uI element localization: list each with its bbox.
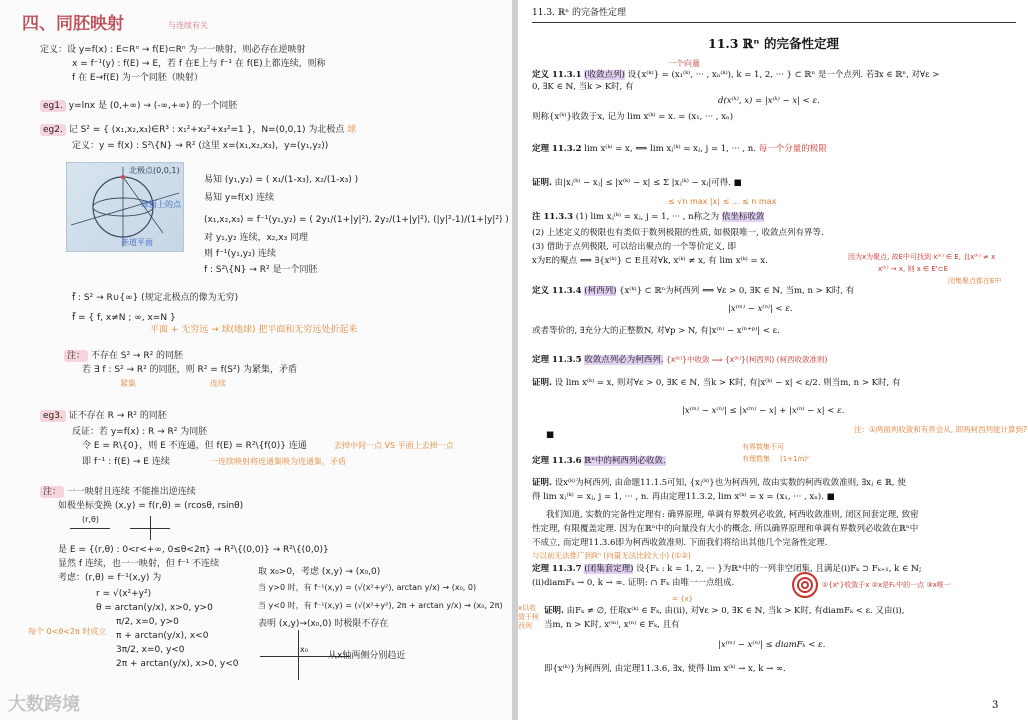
theorem-11-3-2-label: 定理 11.3.2	[532, 144, 582, 154]
proof-3-text-2: 得 lim xⱼ⁽ᵏ⁾ = xⱼ, j = 1, ··· , n. 再由定理11.3.2, lim x⁽ᵏ⁾ = x = (x₁, ··· , xₙ). ■	[532, 492, 835, 502]
textbook-page	[518, 0, 1028, 720]
note-11-3-3-side-1: 因为x为聚点, 故E中可找到 x⁽ᵏ⁾ ∈ E, 且x⁽ᵏ⁾ ≠ x	[848, 253, 996, 261]
extension-note: 平面 + 无穷远 → 球(地球) 把平面和无穷远处折起来	[150, 325, 358, 335]
note-11-3-3	[532, 212, 764, 223]
header-rule	[532, 22, 1016, 23]
page-number: 3	[992, 700, 999, 711]
proof-3-text: 设x⁽ᵏ⁾为柯西列, 由命题11.1.5可知, {xⱼ⁽ᵏ⁾}也为柯西列, 故由实数的柯西收敛准则, ∃xⱼ ∈ ℝ, 使	[554, 478, 906, 488]
note-1-label: 注：	[64, 350, 88, 362]
projection-line-3: (x₁,x₂,x₃) = f⁻¹(y₁,y₂) = ( 2y₁/(1+|y|²), 2y₂/(1+|y|²), (|y|²-1)/(1+|y|²) )	[204, 215, 509, 225]
photo-note-sphere-point: 球面上的点	[141, 200, 181, 209]
note-1	[64, 350, 183, 362]
note-2-theta-2: π + arctan(y/x), x<0	[116, 631, 209, 641]
note-2-right-approach: 从x轴两侧分别趋近	[328, 651, 406, 661]
watermark-logo: 大数跨境	[8, 694, 80, 715]
note-2-right-3: 当 y<0 时，有 f⁻¹(x,y) = (√(x²+y²), 2π + arctan y/x) → (x₀, 2π)	[258, 601, 503, 610]
example-2-definition: 定义：y = f(x) : S²\{N} → R² (这里 x=(x₁,x₂,x₃)，y=(y₁,y₂))	[72, 141, 329, 151]
note-2-right-x0: x₀	[300, 645, 308, 654]
photo-note-north-pole: 北极点(0,0,1)	[129, 166, 180, 175]
note-2-theta-1: π/2, x=0, y>0	[116, 617, 179, 627]
note-1-mark-compact: 紧集	[120, 379, 136, 388]
proof-4-text-2: 当m, n > K时, x⁽ᵐ⁾, x⁽ⁿ⁾ ∈ Fₖ, 且有	[544, 620, 680, 630]
theorem-11-3-5-text: 收敛点列必为柯西列.	[584, 355, 664, 365]
projection-line-6: f : S²\{N} → R² 是一个同胚	[204, 265, 318, 275]
projection-line-1: 易知 (y₁,y₂) = ( x₁/(1-x₃), x₂/(1-x₃) )	[204, 175, 359, 185]
proof-4-label: 证明.	[544, 606, 564, 616]
proof-4-side-note: x以收敛于柯西列	[518, 604, 539, 630]
paragraph-line-3: 不成立, 而定理11.3.6即为柯西收敛准则. 下面我们将给出其他几个完备性定理.	[532, 538, 828, 548]
proof-1-label: 证明.	[532, 178, 552, 188]
example-1	[40, 100, 237, 112]
definition-11-3-1-tail: 则称{x⁽ᵏ⁾}收敛于x, 记为 lim x⁽ᵏ⁾ = x. = (x₁, ··· , xₙ)	[532, 112, 734, 122]
projection-line-2: 易知 y=f(x) 连续	[204, 193, 275, 203]
definition-11-3-1	[532, 70, 939, 81]
theorem-11-3-2-note: 每一个分量的极限	[758, 144, 827, 154]
note-2-line-5: 考虑：(r,θ) = f⁻¹(x,y) 为	[58, 573, 162, 583]
notes-title: 四、同胚映射	[22, 14, 124, 34]
note-2-line-1: 如极坐标变换 (x,y) = f(r,θ) = (rcosθ, rsinθ)	[58, 501, 244, 511]
note-11-3-3-label: 注 11.3.3	[532, 212, 574, 222]
arrow-line	[70, 528, 110, 529]
definition-11-3-1-formula: d(x⁽ᵏ⁾, x) = |x⁽ᵏ⁾ − x| < ε.	[718, 96, 820, 106]
proof-2-note: 注：①两面判收敛和有界会从, 即两柯西列能计算到?	[854, 425, 1027, 434]
example-3-line-2: 令 E = R\{0}，则 E 不连通，但 f(E) = R²\{f(0)} 连通	[82, 441, 307, 451]
proof-1-note: ≤ √n max |x| ≤ ... ≤ n max	[668, 197, 777, 206]
proof-3-label: 证明.	[532, 478, 552, 488]
note-11-3-3-item-4: x为E的聚点 ⟺ ∃{x⁽ᵏ⁾} ⊂ E且对∀k, x⁽ᵏ⁾ ≠ x, 有 lim x⁽ᵏ⁾ = x.	[532, 256, 768, 266]
definition-11-3-1-term: (收敛点列)	[584, 70, 625, 80]
proof-2-label: 证明.	[532, 378, 552, 388]
proof-4-formula: |x⁽ᵐ⁾ − x⁽ⁿ⁾| ≤ diamFₖ < ε.	[718, 640, 826, 650]
note-2-line-2: (r,θ)	[82, 515, 99, 524]
theorem-11-3-6-text: ℝⁿ中的柯西列必收敛.	[584, 456, 666, 466]
handwritten-notes-page	[0, 0, 512, 720]
example-3-line-2-note: 去掉中间一点 VS 平面上去掉一点	[334, 441, 454, 450]
proof-2-text: 设 lim x⁽ᵏ⁾ = x, 则对∀ε > 0, ∃K ∈ ℕ, 当k > K时, 有|x⁽ᵏ⁾ − x| < ε/2. 则当m, n > K时, 有	[554, 378, 901, 388]
theorem-11-3-6	[532, 456, 666, 467]
spiral-doodle-icon	[792, 572, 818, 598]
paragraph-note: 与以前无法推广到ℝⁿ (向量无法比较大小) (①②)	[532, 551, 691, 560]
definition-11-3-4-text: {x⁽ᵏ⁾} ⊂ ℝⁿ为柯西列 ⟺ ∀ε > 0, ∃K ∈ ℕ, 当m, n > K时, 有	[619, 286, 855, 296]
theorem-11-3-6-note-2: 有理数集	[742, 455, 770, 463]
sketch-y-axis	[298, 630, 299, 680]
example-2-ball-note: 球	[347, 125, 357, 135]
theorem-11-3-5-label: 定理 11.3.5	[532, 355, 582, 365]
running-head: 11.3. ℝⁿ 的完备性定理	[532, 8, 626, 18]
note-2-theta-4: 2π + arctan(y/x), x>0, y<0	[116, 659, 239, 669]
note-11-3-3-item-2: (2) 上述定义的极限也有类似于数列极限的性质, 如极限唯一, 收敛点列有界等.	[532, 228, 824, 238]
projection-line-4: 对 y₁,y₂ 连续，x₂,x₃ 同理	[204, 233, 309, 243]
definition-11-3-4-label: 定义 11.3.4	[532, 286, 582, 296]
note-1-mark-continuous: 连续	[210, 379, 226, 388]
definition-11-3-1-text: 设{x⁽ᵏ⁾} = (x₁⁽ᵏ⁾, ··· , xₙ⁽ᵏ⁾), k = 1, 2, ··· } ⊂ ℝⁿ 是一个点列. 若∃x ∈ ℝⁿ, 对∀ε >	[627, 70, 940, 80]
extension-line-2: f̃ = { f, x≠N ; ∞, x=N }	[72, 313, 176, 323]
example-3-text: 证不存在 R → R² 的同胚	[68, 411, 167, 421]
proof-3	[532, 478, 906, 489]
extension-line-1: f̃ : S² → R∪{∞} (规定北极点的像为无穷)	[72, 293, 239, 303]
example-3	[40, 410, 167, 422]
theorem-11-3-2-text: lim x⁽ᵏ⁾ = x, ⟺ lim xⱼ⁽ᵏ⁾ = xⱼ, j = 1, ··· , n.	[584, 144, 756, 154]
example-3-label: eg3.	[40, 410, 66, 422]
proof-1	[532, 178, 742, 189]
example-3-line-1: 反证：若 y=f(x) : R → R² 为同胚	[72, 427, 208, 437]
note-2-line-3: 是 E = {(r,θ) : 0<r<+∞, 0≤θ<2π} → R²\{(0,0)} → R²\{(0,0)}	[58, 545, 329, 555]
note-2-side-note: 每个 0<θ<2π 时成立	[28, 627, 107, 636]
proof-4-text: 由Fₖ ≠ ∅, 任取x⁽ᵏ⁾ ∈ Fₖ, 由(ii), 对∀ε > 0, ∃K ∈ ℕ, 当k > K时, 有diamFₖ < ε. 又由(i),	[566, 606, 905, 616]
definition-11-3-1-note: 一个向量	[668, 59, 700, 68]
paragraph-line-1: 我们知道, 实数的完备性定理有: 确界原理, 单调有界数列必收敛, 柯西收敛准则, 闭区间套定理, 致密	[546, 510, 919, 520]
proof-2	[532, 378, 900, 389]
theorem-11-3-5	[532, 354, 827, 366]
definition-11-3-4-formula: |x⁽ᵐ⁾ − x⁽ⁿ⁾| < ε.	[728, 304, 793, 314]
definition-11-3-1-text-2: 0, ∃K ∈ ℕ, 当k > K时, 有	[532, 82, 634, 92]
note-2-r: r = √(x²+y²)	[96, 589, 152, 599]
example-3-line-3: 即 f⁻¹ : f(E) → E 连续	[82, 457, 170, 467]
note-1-text: 不存在 S² → R² 的同胚	[90, 351, 184, 361]
note-2-right-1: 取 x₀>0，考虑 (x,y) → (x₀,0)	[258, 567, 381, 577]
note-11-3-3-term: 依坐标收敛	[721, 212, 765, 222]
theorem-11-3-6-note-1: 有界数集不可	[742, 443, 784, 451]
proof-1-text: 由|xⱼ⁽ᵏ⁾ − xⱼ| ≤ |x⁽ᵏ⁾ − x| ≤ Σ |xⱼ⁽ᵏ⁾ − xⱼ|可得. ■	[554, 178, 742, 188]
paragraph-line-2: 性定理, 有限覆盖定理. 因为在ℝⁿ中的向量没有大小的概念, 所以确界原理和单调有界数列必收敛在ℝⁿ中	[532, 524, 919, 534]
definition-11-3-1-label: 定义 11.3.1	[532, 70, 582, 80]
note-2-line-4: 显然 f 连续，也一一映射，但 f⁻¹ 不连续	[58, 559, 220, 569]
definition-line-2: x = f⁻¹(y) : f(E) → E，若 f 在E上与 f⁻¹ 在 f(E)上都连续，则称	[72, 59, 326, 69]
theorem-11-3-7-term: (闭集套定理)	[584, 564, 634, 574]
theorem-11-3-7-text: 设{Fₖ : k = 1, 2, ··· }为ℝⁿ中的一列非空闭集, 且满足(i)Fₖ ⊃ Fₖ₊₁, k ∈ ℕ;	[636, 564, 922, 574]
note-11-3-3-side-2: x⁽ᵏ⁾ → x, 则 x ∈ E'⊂E	[878, 265, 949, 273]
definition-11-3-4-term: (柯西列)	[584, 286, 617, 296]
note-2-text: 一一映射且连续 不能推出逆连续	[66, 487, 196, 497]
theorem-11-3-7-note-2: = {x}	[672, 595, 694, 603]
theorem-11-3-7	[532, 564, 922, 575]
note-11-3-3-side-3: 闭集聚点都在E中	[948, 277, 1002, 285]
theorem-11-3-6-note-3: (1+1/n)ⁿ	[780, 455, 810, 463]
proof-4-tail: 即{x⁽ᵏ⁾}为柯西列, 由定理11.3.6, ∃x, 使得 lim x⁽ᵏ⁾ → x, k → ∞.	[544, 664, 786, 674]
theorem-11-3-7-note-1: ①{xᵏ}收敛于x ②x是Fₖ中的一点 ③x唯一	[822, 581, 951, 589]
definition-line-1: 定义：设 y=f(x) : E⊂Rⁿ → f(E)⊂Rⁿ 为一一映射，则必存在逆映射	[40, 45, 306, 55]
example-1-label: eg1.	[40, 100, 66, 112]
proof-4	[544, 606, 904, 617]
theorem-11-3-2	[532, 144, 827, 155]
example-3-line-3-note: 一连续映射将连通集映为连通集，矛盾	[210, 457, 346, 466]
example-2-label: eg2.	[40, 124, 66, 136]
section-title: 11.3 ℝⁿ 的完备性定理	[708, 36, 840, 51]
note-2-theta-0: θ = arctan(y/x), x>0, y>0	[96, 603, 213, 613]
example-2-text: 记 S² = { (x₁,x₂,x₃)∈R³ : x₁²+x₂²+x₃²=1 }，N=(0,0,1) 为北极点	[68, 125, 345, 135]
theorem-11-3-5-note: {x⁽ᵏ⁾}中收敛 ⟹ {x⁽ᵏ⁾}(柯西列) (柯西收敛准则)	[666, 355, 828, 364]
theorem-11-3-7-label: 定理 11.3.7	[532, 564, 582, 574]
proof-2-qed: ■	[546, 430, 555, 440]
proof-2-formula: |x⁽ᵐ⁾ − x⁽ⁿ⁾| ≤ |x⁽ᵐ⁾ − x| + |x⁽ⁿ⁾ − x| < ε.	[682, 406, 845, 416]
photo-note-equator: 赤道平面	[121, 238, 153, 247]
note-11-3-3-item-3: (3) 借助于点列极限, 可以给出聚点的一个等价定义, 即	[532, 242, 737, 252]
example-2	[40, 124, 356, 136]
definition-11-3-4-tail: 或者等价的, ∃充分大的正整数N, 对∀p > N, 有|x⁽ⁿ⁾ − x⁽ⁿ⁺ᵖ⁾| < ε.	[532, 326, 780, 336]
projection-line-5: 则 f⁻¹(y₁,y₂) 连续	[204, 249, 277, 259]
note-2	[40, 486, 196, 498]
definition-11-3-4	[532, 286, 854, 297]
note-2-right-4: 表明 (x,y)→(x₀,0) 时极限不存在	[258, 619, 389, 629]
example-1-text: y=lnx 是 (0,+∞) → (-∞,+∞) 的一个同胚	[68, 101, 238, 111]
sphere-projection-photo	[66, 162, 184, 252]
note-2-theta-3: 3π/2, x=0, y<0	[116, 645, 185, 655]
theorem-11-3-7-text-2: (ii)diamFₖ → 0, k → ∞. 证明: ∩ Fₖ 由唯一一点组成.	[532, 578, 735, 588]
definition-line-3: f 在 E→f(E) 为一个同胚（映射）	[72, 73, 203, 83]
theorem-11-3-6-label: 定理 11.3.6	[532, 456, 582, 466]
axis-line-vertical	[150, 516, 151, 540]
note-2-right-2: 当 y>0 时，有 f⁻¹(x,y) = (√(x²+y²), arctan y/x) → (x₀, 0)	[258, 583, 477, 592]
notes-title-note: 与连续有关	[168, 21, 208, 30]
note-1-sub: 若 ∃ f : S² → R² 的同胚，则 R² = f(S²) 为紧集，矛盾	[82, 365, 297, 375]
note-2-label: 注：	[40, 486, 64, 498]
note-11-3-3-text: (1) lim xⱼ⁽ᵏ⁾ = xⱼ, j = 1, ··· , n称之为	[575, 212, 720, 222]
